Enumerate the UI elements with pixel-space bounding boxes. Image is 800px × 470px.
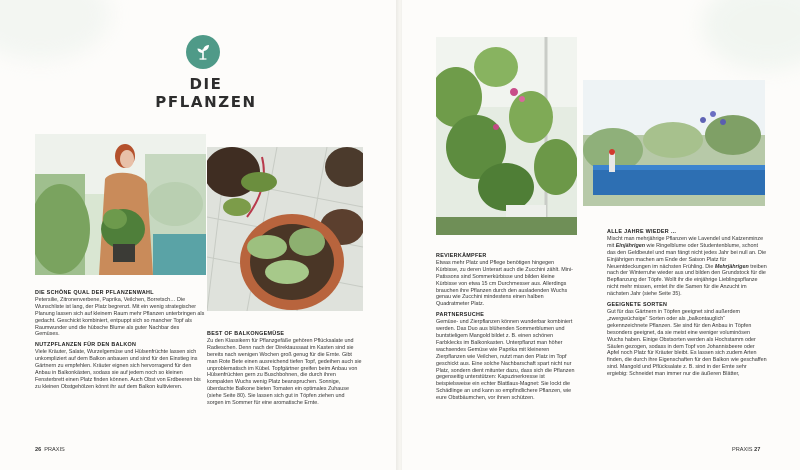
text-block-revierkaempfer xyxy=(436,253,577,406)
body-alle-jahre-outro: treiben nach der Winterruhe wieder aus und bilden den Grundstock für die Bepflanzung der Töpfe. Wollt ihr die einjährige Lieblingspflanze nicht mehr missen, erntet ihr die Samen für die Anzucht im nächsten Jahr (siehe Seite 35). xyxy=(607,263,767,298)
right-page xyxy=(402,0,800,470)
photo-woman-herbs xyxy=(35,134,206,275)
sprout-badge xyxy=(186,35,220,69)
page-title: DIE PFLANZEN xyxy=(155,75,257,111)
photo-balcony-box xyxy=(583,80,765,206)
body-nutzpflanzen: Viele Kräuter, Salate, Wurzelgemüse und Hülsenfrüchte lassen sich unkompliziert auf dem Balkon anbauen und sind für den Einstieg ins Gärtnern zu empfehlen. Kräuter eignen sich hervorragend für den Anbau in Balkonkästen, sodass sie auf jedem noch so kleinen Fensterbrett einen Platz finden können. Auch Obst von Erdbeeren bis zu kleinen Obstgehölzen könnt ihr auf dem Balkon kultivieren. xyxy=(35,349,201,390)
text-block-alle-jahre xyxy=(607,229,767,382)
sprout-icon xyxy=(193,42,213,62)
text-block-balkongemuese xyxy=(207,331,362,411)
body-alle-jahre xyxy=(607,236,767,298)
heading-alle-jahre: ALLE JAHRE WIEDER … xyxy=(607,229,677,235)
body-geeignete-sorten: Gut für das Gärtnern in Töpfen geeignet sind außerdem „zwergwüchsige“ Sorten oder als „balkontauglich“ gekennzeichnete Pflanzen. Sie sind für den Anbau in Töpfen besonders geeignet, da sie meist eine weniger voluminösen Wuchs haben. Einige Obstsorten werden als Hochstamm oder Säulen gezogen, sodass in dem Topf von Johannisbeere oder Apfel noch Platz für Kräuter bleibt. Es lassen sich zudem Arten finden, die durch ihre Eigenschaften für den Balkon wie geschaffen sind. Mangold und Pflücksalate z. B. sind in der Ernte sehr ergiebig: Schneidet man immer nur die äußeren Blätter, xyxy=(607,308,767,378)
body-balkongemuese: Zu den Klassikern für Pflanzgefäße gehören Pflücksalate und Radieschen. Denn nach der Direktaussaat im Kasten sind sie bereits nach wenigen Wochen groß genug für die Ernte. Gibt man Rote Bete einen ausreichend tiefen Topf, gedeihen auch sie unproblematisch im Kübel. Topfgärtner greifen beim Anbau von Hülsenfrüchten gern zu Buschbohnen, die durch ihren kompakten Wuchs wenig Platz beanspruchen. Sonnige, überdachte Balkone bieten Tomaten ein optimales Zuhause (siehe Seite 80). Sie lassen sich gut in Töpfen ziehen und sorgen im Sommer für eine aromatische Ernte. xyxy=(207,337,362,407)
emphasis-einjaehrige: Einjährigen xyxy=(615,242,646,249)
body-partnersuche: Gemüse- und Zierpflanzen können wunderbar kombiniert werden. Das Duo aus blühenden Sommerblumen und buntstieligem Mangold bildet z. B. einen schönen Farbklecks im Balkonkasten. Unterpflanzt man höher wachsendes Gemüse wie Paprika mit kleineren Zierpflanzen wie Veilchen, nutzt man den Platz im Topf geschickt aus. Eine solche Nachbarschaft spart nicht nur Platz, sondern dient mitunter dazu, dass sich die Pflanzen gegenseitig unterstützen: Kapuzinerkresse ist beispielsweise ein echter Blattlaus-Magnet: Sie lockt die Schädlinge an und kann so empfindlichere Pflanzen, wie eure Obstbäumchen, vor ihnen schützen. xyxy=(436,319,575,402)
page-number-right: 27 xyxy=(754,447,761,453)
page-number-left: 26 xyxy=(35,447,42,453)
body-alle-jahre-mid: wie Ringelblume oder Studentenblume, schont das den Geldbeutel und man fängt nicht jedes Jahr bei null an. Die Einjährigen machen am Ende der Saison Platz für Neuentdeckungen im nächsten Frühling. Die xyxy=(607,242,767,270)
body-alle-jahre-intro: Mischt man mehrjährige Pflanzen wie Lavendel und Katzenminze mit xyxy=(607,235,764,249)
heading-nutzpflanzen: NUTZPFLANZEN FÜR DEN BALKON xyxy=(35,342,137,349)
folio-label-right: PRAXIS xyxy=(732,447,753,453)
heading-pflanzenwahl: DIE SCHÖNE QUAL DER PFLANZENWAHL xyxy=(35,290,154,296)
folio-label-left: PRAXIS xyxy=(44,447,65,453)
heading-partnersuche: PARTNERSUCHE xyxy=(436,312,485,319)
text-block-pflanzenwahl xyxy=(35,290,205,395)
photo-climbing-plants xyxy=(436,37,577,235)
folio-left xyxy=(35,447,65,453)
photo-pot-chard xyxy=(207,147,363,311)
heading-geeignete-sorten: GEEIGNETE SORTEN xyxy=(607,302,668,309)
heading-balkongemuese: BEST OF BALKONGEMÜSE xyxy=(207,331,285,337)
body-pflanzenwahl: Petersilie, Zitronenverbene, Paprika, Veilchen, Borretsch… Die Wunschliste ist lang, der Platz begrenzt. Mit ein wenig strategischer Planung lassen sich auf kleinem Raum mehr Pflanzen unterbringen als gedacht. Geschickt kombiniert, entpuppt sich so mancher Topf als Raumwunder und die hübsche Blume als guter Nachbar des Gemüses. xyxy=(35,296,205,338)
left-page xyxy=(0,0,398,470)
body-revierkaempfer: Etwas mehr Platz und Pflege benötigen hingegen Kürbisse, zu deren Unterart auch die Zucchini zählt. Mini-Patissons sind Sommerkürbisse und bilden kleine Kürbisse von etwa 15 cm Durchmesser aus. Allerdings brauchen ihre Pflanzen durch den ausladenden Wuchs genau wie Zucchini mindestens einen halben Quadratmeter Platz. xyxy=(436,259,573,308)
folio-right xyxy=(732,447,763,453)
emphasis-mehrjaehrige: Mehrjährigen xyxy=(714,263,749,270)
heading-revierkaempfer: REVIERKÄMPFER xyxy=(436,253,487,259)
